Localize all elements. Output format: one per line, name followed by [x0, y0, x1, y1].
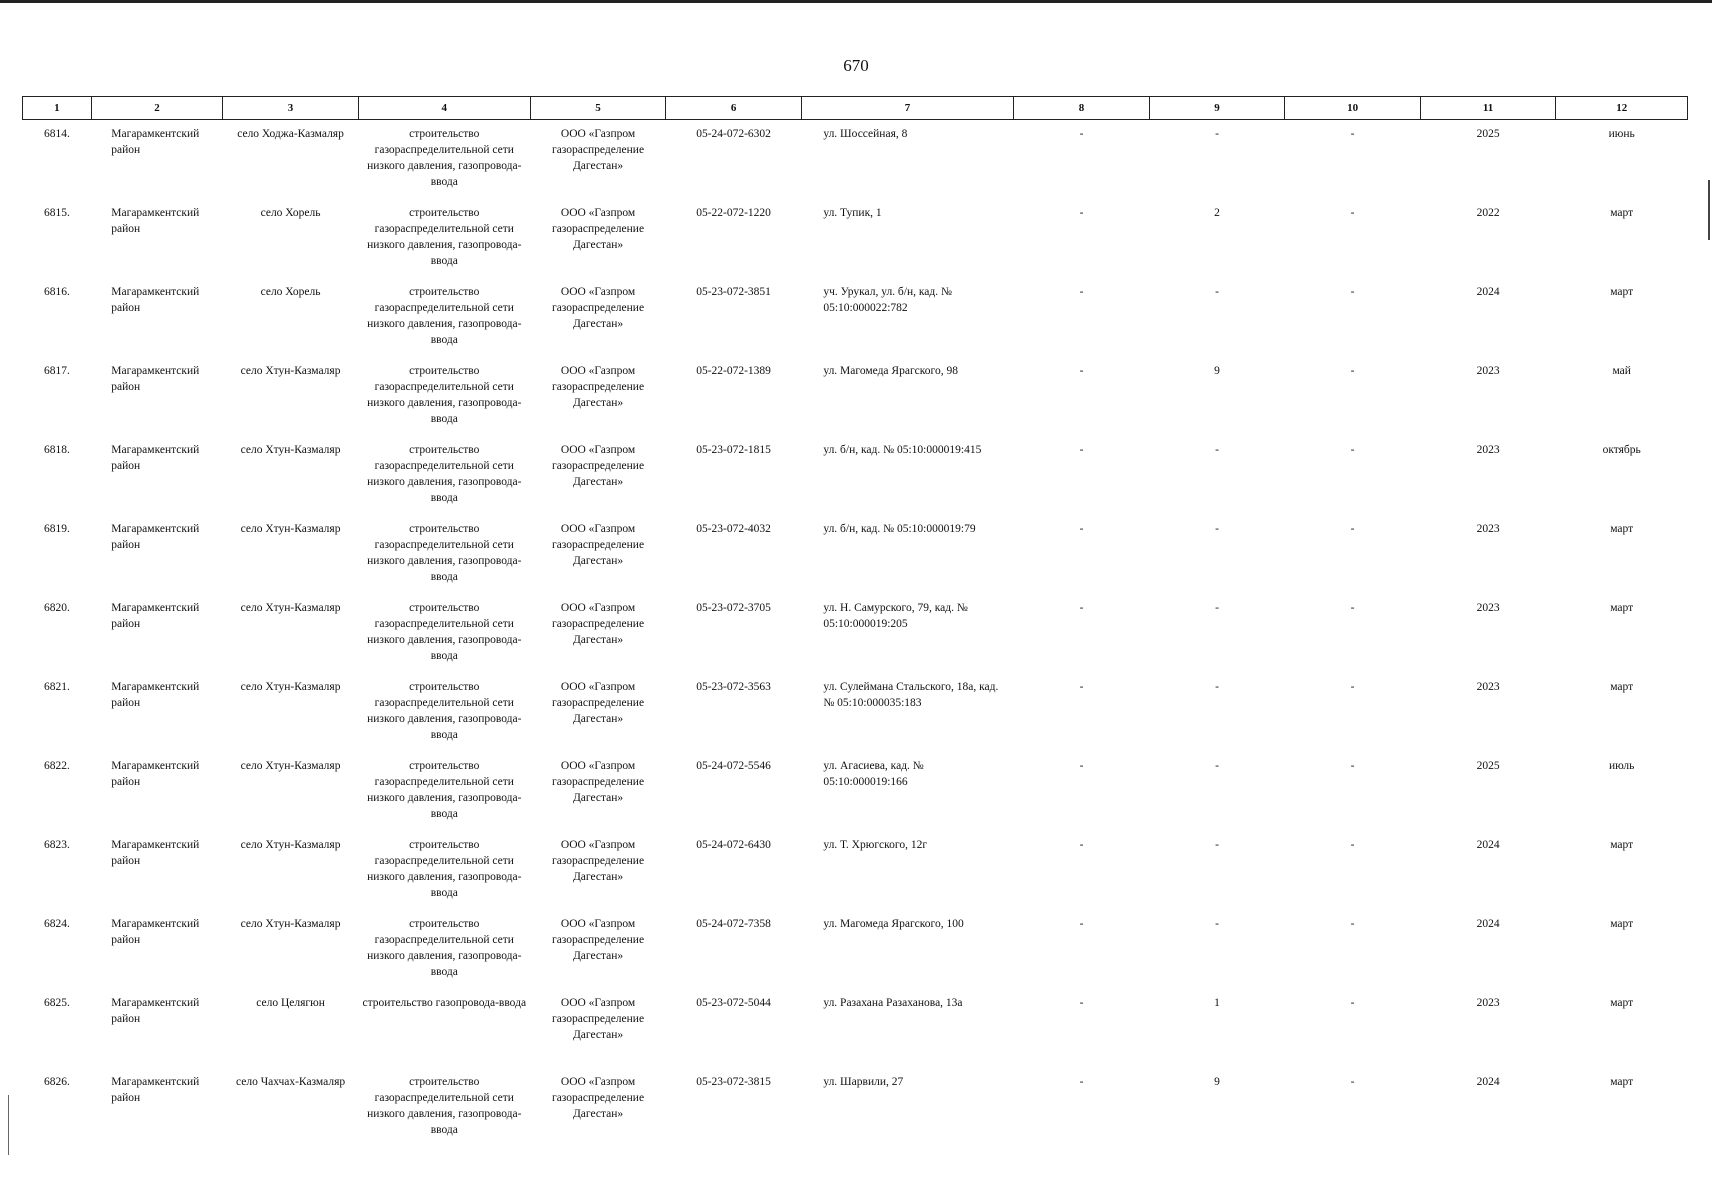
table-row — [23, 278, 1688, 357]
col8-cell: - — [1079, 917, 1084, 930]
object-code-cell: 05-23-072-4032 — [696, 522, 771, 535]
month-cell: март — [1610, 601, 1634, 614]
column-header-5: 5 — [530, 97, 666, 120]
object-code-cell: 05-23-072-3851 — [696, 285, 771, 298]
col8-cell: - — [1079, 680, 1084, 693]
row-number: 6823. — [43, 838, 70, 851]
district-cell: Магарамкентский район — [111, 680, 200, 709]
col8-cell: - — [1079, 364, 1084, 377]
district-cell: Магарамкентский район — [111, 996, 200, 1025]
column-header-9: 9 — [1149, 97, 1285, 120]
year-cell: 2022 — [1476, 206, 1500, 219]
row-number: 6816. — [43, 285, 70, 298]
object-code-cell: 05-23-072-3815 — [696, 1075, 771, 1088]
work-type-cell: строительство газораспределительной сети низкого давления, газопровода-ввода — [367, 680, 522, 741]
row-number: 6825. — [43, 996, 70, 1009]
table-row — [23, 673, 1688, 752]
organization-cell: ООО «Газпром газораспределение Дагестан» — [551, 917, 645, 962]
settlement-cell: село Ходжа-Казмаляр — [237, 128, 344, 140]
table-body — [23, 120, 1688, 1147]
settlement-cell: село Хтун-Казмаляр — [240, 443, 341, 456]
col9-cell: - — [1215, 759, 1219, 772]
address-cell: ул. Тупик, 1 — [823, 206, 882, 219]
district-cell: Магарамкентский район — [111, 917, 200, 946]
table-row — [23, 989, 1688, 1068]
column-header-7: 7 — [801, 97, 1013, 120]
column-header-12: 12 — [1556, 97, 1688, 120]
col9-cell: - — [1215, 917, 1219, 930]
address-cell: ул. Шарвили, 27 — [823, 1075, 904, 1088]
table-row — [23, 594, 1688, 673]
col8-cell: - — [1079, 206, 1084, 219]
object-code-cell: 05-24-072-6302 — [696, 128, 771, 140]
year-cell: 2023 — [1476, 443, 1500, 456]
work-type-cell: строительство газораспределительной сети низкого давления, газопровода-ввода — [367, 601, 522, 662]
organization-cell: ООО «Газпром газораспределение Дагестан» — [551, 838, 645, 883]
address-cell: ул. б/н, кад. № 05:10:000019:415 — [823, 443, 982, 456]
column-header-10: 10 — [1285, 97, 1421, 120]
col9-cell: - — [1215, 838, 1219, 851]
work-type-cell: строительство газораспределительной сети низкого давления, газопровода-ввода — [367, 917, 522, 978]
work-type-cell: строительство газораспределительной сети низкого давления, газопровода-ввода — [367, 838, 522, 899]
column-header-4: 4 — [358, 97, 530, 120]
object-code-cell: 05-24-072-5546 — [696, 759, 771, 772]
organization-cell: ООО «Газпром газораспределение Дагестан» — [551, 680, 645, 725]
organization-cell: ООО «Газпром газораспределение Дагестан» — [551, 285, 645, 330]
district-cell: Магарамкентский район — [111, 285, 200, 314]
address-cell: ул. Магомеда Ярагского, 100 — [823, 917, 964, 930]
row-number: 6822. — [43, 759, 70, 772]
work-type-cell: строительство газораспределительной сети низкого давления, газопровода-ввода — [367, 1075, 522, 1136]
address-cell: ул. Сулеймана Стальского, 18а, кад. № 05:10:000035:183 — [823, 680, 999, 709]
work-type-cell: строительство газораспределительной сети низкого давления, газопровода-ввода — [367, 759, 522, 820]
object-code-cell: 05-23-072-3563 — [696, 680, 771, 693]
scan-artifact-line — [8, 1095, 9, 1155]
settlement-cell: село Хорель — [260, 285, 321, 298]
row-number: 6817. — [43, 364, 70, 377]
object-code-cell: 05-24-072-7358 — [696, 917, 771, 930]
row-number: 6814. — [43, 128, 70, 140]
row-number: 6821. — [43, 680, 70, 693]
month-cell: март — [1610, 996, 1634, 1009]
column-header-11: 11 — [1420, 97, 1556, 120]
year-cell: 2023 — [1476, 680, 1500, 693]
work-type-cell: строительство газопровода-ввода — [362, 996, 527, 1009]
row-number: 6820. — [43, 601, 70, 614]
col9-cell: 2 — [1214, 206, 1220, 219]
col10-cell: - — [1350, 759, 1355, 772]
col10-cell: - — [1350, 206, 1355, 219]
col8-cell: - — [1079, 128, 1084, 140]
address-cell: ул. б/н, кад. № 05:10:000019:79 — [823, 522, 976, 535]
district-cell: Магарамкентский район — [111, 838, 200, 867]
table-row — [23, 436, 1688, 515]
table-row — [23, 199, 1688, 278]
work-type-cell: строительство газораспределительной сети низкого давления, газопровода-ввода — [367, 285, 522, 346]
col10-cell: - — [1350, 838, 1355, 851]
month-cell: март — [1610, 206, 1634, 219]
col8-cell: - — [1079, 996, 1084, 1009]
object-code-cell: 05-22-072-1220 — [696, 206, 771, 219]
address-cell: ул. Н. Самурского, 79, кад. № 05:10:000019:205 — [823, 601, 968, 630]
work-type-cell: строительство газораспределительной сети низкого давления, газопровода-ввода — [367, 128, 522, 188]
district-cell: Магарамкентский район — [111, 601, 200, 630]
col10-cell: - — [1350, 1075, 1355, 1088]
settlement-cell: село Хтун-Казмаляр — [240, 522, 341, 535]
organization-cell: ООО «Газпром газораспределение Дагестан» — [551, 759, 645, 804]
table-row — [23, 910, 1688, 989]
col9-cell: - — [1215, 285, 1219, 298]
organization-cell: ООО «Газпром газораспределение Дагестан» — [551, 522, 645, 567]
col9-cell: - — [1215, 601, 1219, 614]
settlement-cell: село Хтун-Казмаляр — [240, 364, 341, 377]
district-cell: Магарамкентский район — [111, 1075, 200, 1104]
col9-cell: - — [1215, 522, 1219, 535]
table-row — [23, 831, 1688, 910]
year-cell: 2025 — [1476, 759, 1500, 772]
year-cell: 2024 — [1476, 917, 1500, 930]
address-cell: ул. Шоссейная, 8 — [823, 128, 908, 140]
object-code-cell: 05-24-072-6430 — [696, 838, 771, 851]
table-row — [23, 357, 1688, 436]
table-row — [23, 120, 1688, 199]
column-header-2: 2 — [91, 97, 223, 120]
col9-cell: - — [1215, 128, 1219, 140]
row-number: 6826. — [43, 1075, 70, 1088]
organization-cell: ООО «Газпром газораспределение Дагестан» — [551, 206, 645, 251]
address-cell: уч. Урукал, ул. б/н, кад. № 05:10:000022:782 — [823, 285, 952, 314]
col10-cell: - — [1350, 680, 1355, 693]
row-number: 6819. — [43, 522, 70, 535]
col10-cell: - — [1350, 128, 1355, 140]
row-number: 6815. — [43, 206, 70, 219]
col9-cell: 1 — [1214, 996, 1220, 1009]
settlement-cell: село Хтун-Казмаляр — [240, 838, 341, 851]
col8-cell: - — [1079, 838, 1084, 851]
month-cell: март — [1610, 522, 1634, 535]
object-code-cell: 05-23-072-5044 — [696, 996, 771, 1009]
year-cell: 2023 — [1476, 996, 1500, 1009]
organization-cell: ООО «Газпром газораспределение Дагестан» — [551, 364, 645, 409]
month-cell: июль — [1608, 759, 1635, 772]
address-cell: ул. Магомеда Ярагского, 98 — [823, 364, 958, 377]
column-header-8: 8 — [1014, 97, 1150, 120]
top-border-line — [0, 0, 1712, 3]
col9-cell: 9 — [1214, 364, 1220, 377]
month-cell: октябрь — [1602, 443, 1641, 456]
organization-cell: ООО «Газпром газораспределение Дагестан» — [551, 128, 645, 172]
month-cell: март — [1610, 838, 1634, 851]
row-number: 6824. — [43, 917, 70, 930]
work-type-cell: строительство газораспределительной сети низкого давления, газопровода-ввода — [367, 443, 522, 504]
header-row — [23, 97, 1688, 120]
year-cell: 2024 — [1476, 285, 1500, 298]
column-header-1: 1 — [23, 97, 92, 120]
col9-cell: - — [1215, 680, 1219, 693]
district-cell: Магарамкентский район — [111, 522, 200, 551]
settlement-cell: село Хорель — [260, 206, 321, 219]
address-cell: ул. Агасиева, кад. № 05:10:000019:166 — [823, 759, 924, 788]
col8-cell: - — [1079, 759, 1084, 772]
table-row — [23, 515, 1688, 594]
col8-cell: - — [1079, 1075, 1084, 1088]
column-header-6: 6 — [666, 97, 802, 120]
year-cell: 2024 — [1476, 1075, 1500, 1088]
col9-cell: 9 — [1214, 1075, 1220, 1088]
district-cell: Магарамкентский район — [111, 443, 200, 472]
col10-cell: - — [1350, 443, 1355, 456]
object-code-cell: 05-23-072-3705 — [696, 601, 771, 614]
organization-cell: ООО «Газпром газораспределение Дагестан» — [551, 601, 645, 646]
year-cell: 2025 — [1476, 128, 1500, 140]
district-cell: Магарамкентский район — [111, 206, 200, 235]
table-row — [23, 752, 1688, 831]
object-code-cell: 05-22-072-1389 — [696, 364, 771, 377]
month-cell: март — [1610, 917, 1634, 930]
district-cell: Магарамкентский район — [111, 759, 200, 788]
gasification-table — [22, 96, 1688, 1147]
year-cell: 2024 — [1476, 838, 1500, 851]
settlement-cell: село Хтун-Казмаляр — [240, 680, 341, 693]
object-code-cell: 05-23-072-1815 — [696, 443, 771, 456]
year-cell: 2023 — [1476, 364, 1500, 377]
col8-cell: - — [1079, 522, 1084, 535]
settlement-cell: село Хтун-Казмаляр — [240, 917, 341, 930]
scan-artifact-edge — [1708, 180, 1710, 240]
organization-cell: ООО «Газпром газораспределение Дагестан» — [551, 996, 645, 1041]
month-cell: март — [1610, 1075, 1634, 1088]
col10-cell: - — [1350, 285, 1355, 298]
col10-cell: - — [1350, 917, 1355, 930]
col10-cell: - — [1350, 522, 1355, 535]
col8-cell: - — [1079, 285, 1084, 298]
district-cell: Магарамкентский район — [111, 364, 200, 393]
col10-cell: - — [1350, 364, 1355, 377]
col9-cell: - — [1215, 443, 1219, 456]
col10-cell: - — [1350, 601, 1355, 614]
month-cell: март — [1610, 680, 1634, 693]
work-type-cell: строительство газораспределительной сети низкого давления, газопровода-ввода — [367, 522, 522, 583]
address-cell: ул. Т. Хрюгского, 12г — [823, 838, 928, 851]
page-number: 670 — [843, 56, 869, 75]
col8-cell: - — [1079, 601, 1084, 614]
month-cell: май — [1612, 364, 1631, 377]
year-cell: 2023 — [1476, 522, 1500, 535]
month-cell: март — [1610, 285, 1634, 298]
work-type-cell: строительство газораспределительной сети низкого давления, газопровода-ввода — [367, 206, 522, 267]
year-cell: 2023 — [1476, 601, 1500, 614]
address-cell: ул. Разахана Разаханова, 13а — [823, 996, 963, 1009]
col8-cell: - — [1079, 443, 1084, 456]
settlement-cell: село Чахчах-Казмаляр — [235, 1075, 346, 1088]
month-cell: июнь — [1608, 128, 1635, 140]
work-type-cell: строительство газораспределительной сети низкого давления, газопровода-ввода — [367, 364, 522, 425]
organization-cell: ООО «Газпром газораспределение Дагестан» — [551, 1075, 645, 1120]
table-row — [23, 1068, 1688, 1147]
settlement-cell: село Хтун-Казмаляр — [240, 759, 341, 772]
row-number: 6818. — [43, 443, 70, 456]
organization-cell: ООО «Газпром газораспределение Дагестан» — [551, 443, 645, 488]
settlement-cell: село Хтун-Казмаляр — [240, 601, 341, 614]
col10-cell: - — [1350, 996, 1355, 1009]
district-cell: Магарамкентский район — [111, 128, 200, 156]
settlement-cell: село Целягюн — [256, 996, 325, 1009]
column-header-3: 3 — [223, 97, 359, 120]
